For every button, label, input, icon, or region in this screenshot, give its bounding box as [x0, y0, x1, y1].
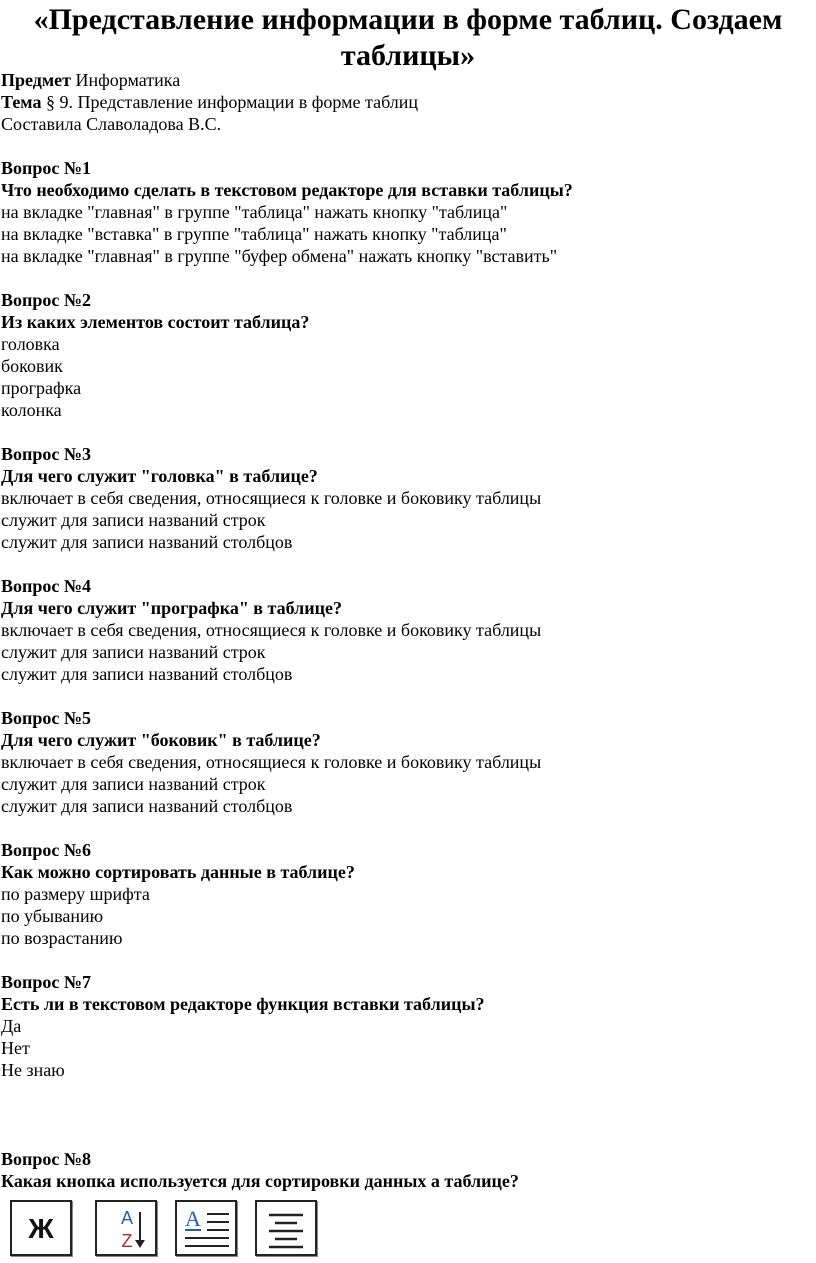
answer-option: включает в себя сведения, относящиеся к головке и боковику таблицы	[1, 752, 542, 772]
sort-letter-z: Z	[121, 1231, 133, 1251]
answer-option: головка	[1, 334, 60, 354]
question-text: Какая кнопка используется для сортировки данных а таблице?	[1, 1171, 519, 1191]
question-number: Вопрос №7	[1, 972, 91, 992]
answer-option: служит для записи названий столбцов	[1, 664, 293, 684]
answer-option: на вкладке "главная" в группе "буфер обмена" нажать кнопку "вставить"	[1, 246, 558, 266]
answer-option: Да	[1, 1016, 22, 1036]
subject-label: Предмет	[1, 70, 71, 90]
align-center-icon	[257, 1202, 315, 1254]
question-number: Вопрос №4	[1, 576, 91, 596]
question-text: Есть ли в текстовом редакторе функция вставки таблицы?	[1, 994, 485, 1014]
topic-value: § 9. Представление информации в форме таблиц	[45, 92, 419, 112]
question-text: Как можно сортировать данные в таблице?	[1, 862, 355, 882]
subject-value: Информатика	[75, 70, 181, 90]
author-line: Составила Славоладова В.С.	[1, 114, 222, 134]
sort-letter-a: A	[120, 1208, 134, 1228]
topic-label: Тема	[1, 92, 42, 112]
answer-option: служит для записи названий строк	[1, 774, 266, 794]
question-number: Вопрос №2	[1, 290, 91, 310]
question-text: Для чего служит "прографка" в таблице?	[1, 598, 342, 618]
answer-option: Не знаю	[1, 1060, 65, 1080]
answer-option: включает в себя сведения, относящиеся к головке и боковику таблицы	[1, 488, 542, 508]
bold-glyph: Ж	[28, 1213, 54, 1244]
answer-option: служит для записи названий строк	[1, 510, 266, 530]
answer-option: по размеру шрифта	[1, 884, 150, 904]
text-style-button[interactable]	[175, 1200, 237, 1256]
bold-button[interactable]	[10, 1200, 72, 1256]
question-number: Вопрос №1	[1, 158, 91, 178]
bold-icon	[12, 1202, 70, 1254]
answer-option: служит для записи названий строк	[1, 642, 266, 662]
answer-option: колонка	[1, 400, 62, 420]
answer-option: на вкладке "главная" в группе "таблица" нажать кнопку "таблица"	[1, 202, 508, 222]
page-title: «Представление информации в форме таблиц. Создаем таблицы»	[33, 3, 783, 72]
question-number: Вопрос №3	[1, 444, 91, 464]
topic-line	[1, 91, 418, 113]
question-text: Из каких элементов состоит таблица?	[1, 312, 310, 332]
answer-option: прографка	[1, 378, 82, 398]
answer-option: по убыванию	[1, 906, 104, 926]
style-letter-a: A	[185, 1206, 201, 1231]
question-text: Что необходимо сделать в текстовом редакторе для вставки таблицы?	[1, 180, 573, 200]
answer-option: по возрастанию	[1, 928, 123, 948]
question-number: Вопрос №5	[1, 708, 91, 728]
align-center-button[interactable]	[255, 1200, 317, 1256]
answer-option: Нет	[1, 1038, 30, 1058]
question-number: Вопрос №6	[1, 840, 91, 860]
question-text: Для чего служит "боковик" в таблице?	[1, 730, 321, 750]
subject-line	[1, 69, 180, 91]
answer-option: на вкладке "вставка" в группе "таблица" нажать кнопку "таблица"	[1, 224, 507, 244]
question-number: Вопрос №8	[1, 1149, 91, 1169]
question-text: Для чего служит "головка" в таблице?	[1, 466, 318, 486]
sort-az-button[interactable]	[95, 1200, 157, 1256]
answer-option: служит для записи названий столбцов	[1, 532, 293, 552]
text-style-icon	[177, 1202, 235, 1254]
sort-az-icon	[97, 1202, 155, 1254]
answer-option: боковик	[1, 356, 63, 376]
answer-option: включает в себя сведения, относящиеся к головке и боковику таблицы	[1, 620, 542, 640]
answer-option: служит для записи названий столбцов	[1, 796, 293, 816]
